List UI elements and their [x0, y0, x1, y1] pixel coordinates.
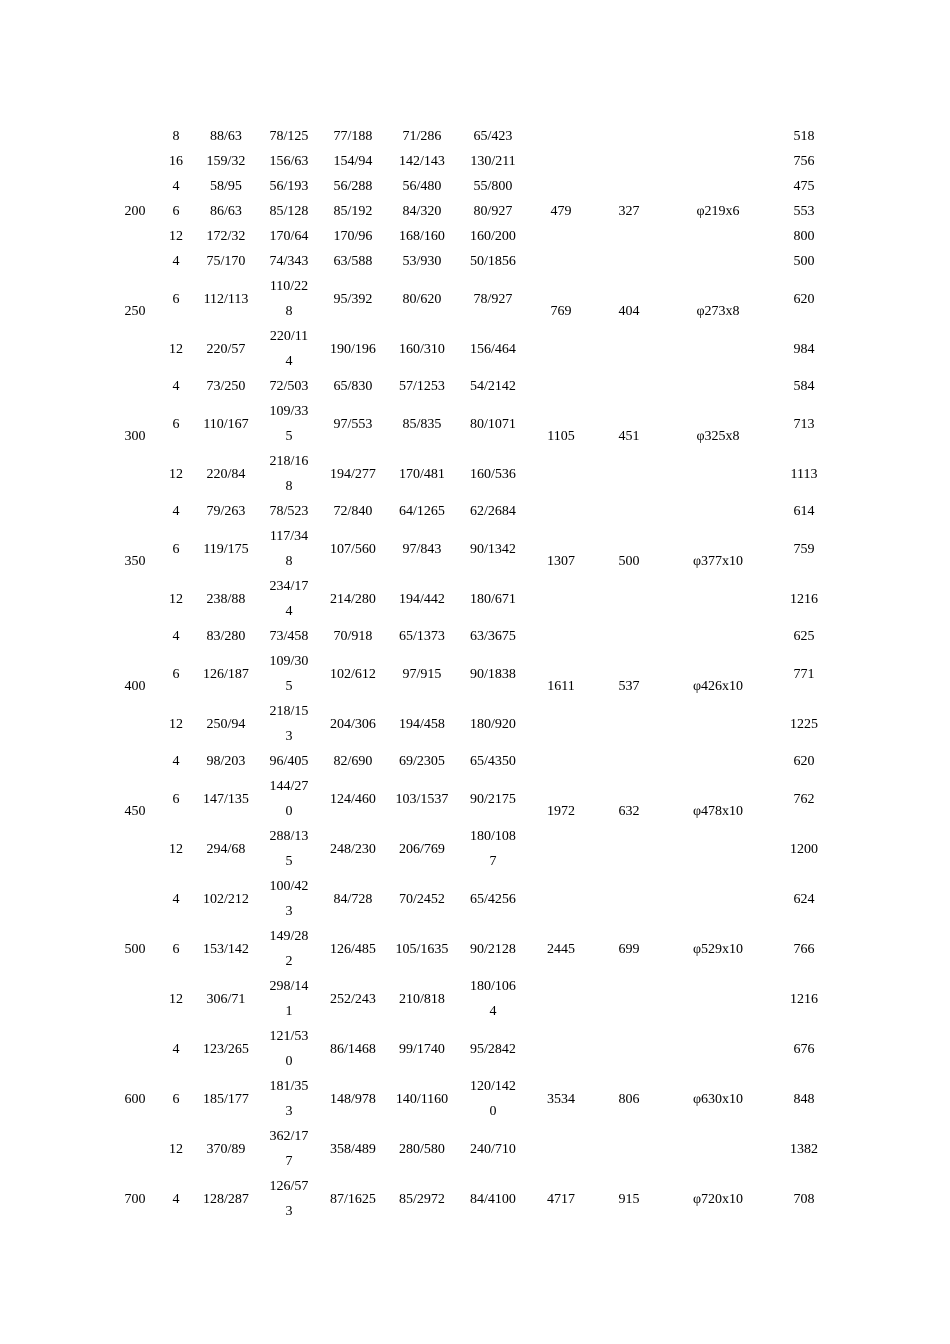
- dimension-cell: 806: [618, 1091, 640, 1107]
- weight-cell: 848: [793, 1091, 815, 1107]
- dimension-cell: 1972: [547, 804, 575, 819]
- rating-cell: 105/1635: [395, 941, 449, 957]
- rating-cell: 100/42 3: [269, 879, 309, 919]
- rating-cell: 110/22 8: [269, 279, 309, 319]
- heat-count-cell: 12: [169, 591, 183, 607]
- rating-cell: 97/843: [402, 541, 442, 557]
- heat-count-cell: 4: [172, 1041, 180, 1057]
- rating-cell: 65/4256: [470, 891, 516, 907]
- dimension-cell: 632: [618, 804, 640, 819]
- rating-cell: 56/480: [402, 179, 442, 194]
- weight-cell: 620: [793, 291, 815, 307]
- rating-cell: 50/1856: [470, 254, 516, 269]
- heat-count-cell: 6: [172, 1091, 180, 1107]
- dimension-cell: 327: [618, 204, 640, 219]
- weight-cell: 1382: [790, 1141, 818, 1157]
- weight-cell: 676: [793, 1041, 815, 1057]
- rating-cell: 180/108 7: [470, 829, 516, 869]
- dimension-cell: 1611: [547, 679, 575, 694]
- rating-cell: 79/263: [206, 504, 246, 519]
- rating-cell: 65/4350: [470, 754, 516, 769]
- weight-cell: 500: [793, 254, 815, 269]
- rating-cell: 168/160: [399, 229, 445, 244]
- dimension-cell: 3534: [547, 1091, 575, 1107]
- dimension-cell: 451: [618, 429, 640, 444]
- rating-cell: 95/392: [333, 291, 373, 307]
- heat-count-cell: 12: [169, 466, 183, 482]
- rating-cell: 63/588: [333, 254, 373, 269]
- rating-cell: 180/671: [470, 591, 516, 607]
- rating-cell: 126/485: [330, 941, 376, 957]
- heat-count-cell: 4: [172, 504, 180, 519]
- rating-cell: 65/423: [473, 129, 513, 144]
- rating-cell: 206/769: [399, 841, 445, 857]
- rating-cell: 58/95: [210, 179, 242, 194]
- dimension-cell: 699: [618, 941, 640, 957]
- nominal-diameter-cell: 700: [124, 1191, 146, 1207]
- nominal-diameter-cell: 250: [124, 304, 146, 319]
- weight-cell: 708: [793, 1191, 815, 1207]
- rating-cell: 90/1838: [470, 666, 516, 682]
- dimension-cell: 500: [618, 554, 640, 569]
- rating-cell: 57/1253: [399, 379, 445, 394]
- rating-cell: 210/818: [399, 991, 445, 1007]
- rating-cell: 160/310: [399, 341, 445, 357]
- rating-cell: 170/96: [333, 229, 373, 244]
- weight-cell: 800: [793, 229, 815, 244]
- rating-cell: 370/89: [206, 1141, 246, 1157]
- rating-cell: 160/200: [470, 229, 516, 244]
- rating-cell: 109/33 5: [269, 404, 309, 444]
- rating-cell: 85/835: [402, 416, 442, 432]
- rating-cell: 107/560: [330, 541, 376, 557]
- dimension-cell: 479: [550, 204, 572, 219]
- rating-cell: 218/15 3: [269, 704, 309, 744]
- weight-cell: 553: [793, 204, 815, 219]
- rating-cell: 220/11 4: [269, 329, 309, 369]
- nominal-diameter-cell: 350: [124, 554, 146, 569]
- rating-cell: 102/612: [330, 666, 376, 682]
- rating-cell: 128/287: [203, 1191, 249, 1207]
- heat-count-cell: 12: [169, 716, 183, 732]
- weight-cell: 620: [793, 754, 815, 769]
- pipe-spec-cell: φ720x10: [692, 1191, 744, 1207]
- rating-cell: 238/88: [206, 591, 246, 607]
- rating-cell: 85/128: [269, 204, 309, 219]
- pipe-spec-cell: φ529x10: [692, 941, 744, 957]
- rating-cell: 62/2684: [470, 504, 516, 519]
- rating-cell: 170/481: [399, 466, 445, 482]
- weight-cell: 1200: [790, 841, 818, 857]
- weight-cell: 756: [793, 154, 815, 169]
- dimension-cell: 2445: [547, 941, 575, 957]
- heat-count-cell: 12: [169, 991, 183, 1007]
- rating-cell: 148/978: [330, 1091, 376, 1107]
- rating-cell: 140/1160: [395, 1091, 449, 1107]
- rating-cell: 248/230: [330, 841, 376, 857]
- rating-cell: 218/16 8: [269, 454, 309, 494]
- rating-cell: 126/57 3: [269, 1179, 309, 1219]
- rating-cell: 190/196: [330, 341, 376, 357]
- rating-cell: 56/193: [269, 179, 309, 194]
- rating-cell: 99/1740: [399, 1041, 445, 1057]
- rating-cell: 78/523: [269, 504, 309, 519]
- heat-count-cell: 12: [169, 341, 183, 357]
- heat-count-cell: 8: [172, 129, 180, 144]
- heat-count-cell: 4: [172, 379, 180, 394]
- rating-cell: 97/915: [402, 666, 442, 682]
- dimension-cell: 915: [618, 1191, 640, 1207]
- rating-cell: 85/192: [333, 204, 373, 219]
- rating-cell: 78/125: [269, 129, 309, 144]
- rating-cell: 123/265: [203, 1041, 249, 1057]
- rating-cell: 71/286: [402, 129, 442, 144]
- rating-cell: 220/57: [206, 341, 246, 357]
- heat-count-cell: 6: [172, 791, 180, 807]
- rating-cell: 154/94: [333, 154, 373, 169]
- weight-cell: 762: [793, 791, 815, 807]
- weight-cell: 518: [793, 129, 815, 144]
- rating-cell: 159/32: [206, 154, 246, 169]
- rating-cell: 63/3675: [470, 629, 516, 644]
- rating-cell: 53/930: [402, 254, 442, 269]
- rating-cell: 56/288: [333, 179, 373, 194]
- rating-cell: 82/690: [333, 754, 373, 769]
- rating-cell: 87/1625: [330, 1191, 376, 1207]
- rating-cell: 358/489: [330, 1141, 376, 1157]
- nominal-diameter-cell: 450: [124, 804, 146, 819]
- rating-cell: 65/1373: [399, 629, 445, 644]
- dimension-cell: 537: [618, 679, 640, 694]
- weight-cell: 624: [793, 891, 815, 907]
- heat-count-cell: 6: [172, 416, 180, 432]
- rating-cell: 80/927: [473, 204, 513, 219]
- heat-count-cell: 6: [172, 541, 180, 557]
- rating-cell: 160/536: [470, 466, 516, 482]
- rating-cell: 78/927: [473, 291, 513, 307]
- rating-cell: 73/250: [206, 379, 246, 394]
- nominal-diameter-cell: 400: [124, 679, 146, 694]
- heat-count-cell: 12: [169, 229, 183, 244]
- rating-cell: 86/63: [210, 204, 242, 219]
- rating-cell: 194/442: [399, 591, 445, 607]
- rating-cell: 298/14 1: [269, 979, 309, 1019]
- heat-count-cell: 4: [172, 179, 180, 194]
- pipe-spec-cell: φ377x10: [692, 554, 744, 569]
- weight-cell: 1113: [790, 466, 818, 482]
- rating-cell: 130/211: [470, 154, 516, 169]
- rating-cell: 110/167: [203, 416, 249, 432]
- dimension-cell: 404: [618, 304, 640, 319]
- nominal-diameter-cell: 200: [124, 204, 146, 219]
- rating-cell: 144/27 0: [269, 779, 309, 819]
- rating-cell: 126/187: [203, 666, 249, 682]
- heat-count-cell: 12: [169, 841, 183, 857]
- rating-cell: 74/343: [269, 254, 309, 269]
- rating-cell: 153/142: [203, 941, 249, 957]
- rating-cell: 90/2128: [470, 941, 516, 957]
- rating-cell: 250/94: [206, 716, 246, 732]
- heat-count-cell: 4: [172, 254, 180, 269]
- rating-cell: 73/458: [269, 629, 309, 644]
- rating-cell: 180/106 4: [470, 979, 516, 1019]
- dimension-cell: 1105: [547, 429, 575, 444]
- rating-cell: 109/30 5: [269, 654, 309, 694]
- rating-cell: 80/1071: [470, 416, 516, 432]
- heat-count-cell: 6: [172, 291, 180, 307]
- weight-cell: 584: [793, 379, 815, 394]
- weight-cell: 614: [793, 504, 815, 519]
- rating-cell: 170/64: [269, 229, 309, 244]
- rating-cell: 95/2842: [470, 1041, 516, 1057]
- heat-count-cell: 6: [172, 204, 180, 219]
- pipe-spec-cell: φ219x6: [696, 204, 740, 219]
- rating-cell: 72/503: [269, 379, 309, 394]
- rating-cell: 149/28 2: [269, 929, 309, 969]
- weight-cell: 1216: [790, 591, 818, 607]
- rating-cell: 124/460: [330, 791, 376, 807]
- rating-cell: 70/918: [333, 629, 373, 644]
- rating-cell: 72/840: [333, 504, 373, 519]
- pipe-spec-cell: φ325x8: [696, 429, 740, 444]
- rating-cell: 156/63: [269, 154, 309, 169]
- rating-cell: 147/135: [203, 791, 249, 807]
- rating-cell: 240/710: [470, 1141, 516, 1157]
- weight-cell: 759: [793, 541, 815, 557]
- nominal-diameter-cell: 300: [124, 429, 146, 444]
- heat-count-cell: 6: [172, 666, 180, 682]
- rating-cell: 294/68: [206, 841, 246, 857]
- rating-cell: 84/320: [402, 204, 442, 219]
- rating-cell: 121/53 0: [269, 1029, 309, 1069]
- rating-cell: 172/32: [206, 229, 246, 244]
- rating-cell: 234/17 4: [269, 579, 309, 619]
- rating-cell: 120/142 0: [470, 1079, 516, 1119]
- rating-cell: 280/580: [399, 1141, 445, 1157]
- rating-cell: 142/143: [399, 154, 445, 169]
- rating-cell: 119/175: [203, 541, 249, 557]
- nominal-diameter-cell: 500: [124, 941, 146, 957]
- heat-count-cell: 4: [172, 629, 180, 644]
- rating-cell: 98/203: [206, 754, 246, 769]
- rating-cell: 86/1468: [330, 1041, 376, 1057]
- rating-cell: 84/4100: [470, 1191, 516, 1207]
- weight-cell: 766: [793, 941, 815, 957]
- rating-cell: 69/2305: [399, 754, 445, 769]
- rating-cell: 80/620: [402, 291, 442, 307]
- weight-cell: 984: [793, 341, 815, 357]
- pipe-spec-cell: φ478x10: [692, 804, 744, 819]
- rating-cell: 288/13 5: [269, 829, 309, 869]
- rating-cell: 204/306: [330, 716, 376, 732]
- heat-count-cell: 4: [172, 891, 180, 907]
- rating-cell: 77/188: [333, 129, 373, 144]
- rating-cell: 214/280: [330, 591, 376, 607]
- dimension-cell: 4717: [547, 1191, 575, 1207]
- heat-count-cell: 6: [172, 941, 180, 957]
- pipe-spec-cell: φ426x10: [692, 679, 744, 694]
- rating-cell: 96/405: [269, 754, 309, 769]
- rating-cell: 88/63: [210, 129, 242, 144]
- rating-cell: 90/2175: [470, 791, 516, 807]
- rating-cell: 103/1537: [395, 791, 449, 807]
- rating-cell: 362/17 7: [269, 1129, 309, 1169]
- heat-count-cell: 16: [169, 154, 183, 169]
- rating-cell: 156/464: [470, 341, 516, 357]
- rating-cell: 85/2972: [399, 1191, 445, 1207]
- weight-cell: 1225: [790, 716, 818, 732]
- rating-cell: 220/84: [206, 466, 246, 482]
- heat-count-cell: 4: [172, 754, 180, 769]
- weight-cell: 625: [793, 629, 815, 644]
- rating-cell: 65/830: [333, 379, 373, 394]
- rating-cell: 64/1265: [399, 504, 445, 519]
- rating-cell: 306/71: [206, 991, 246, 1007]
- dimension-cell: 1307: [547, 554, 575, 569]
- rating-cell: 180/920: [470, 716, 516, 732]
- rating-cell: 97/553: [333, 416, 373, 432]
- rating-cell: 102/212: [203, 891, 249, 907]
- rating-cell: 54/2142: [470, 379, 516, 394]
- rating-cell: 84/728: [333, 891, 373, 907]
- rating-cell: 194/458: [399, 716, 445, 732]
- rating-cell: 70/2452: [399, 891, 445, 907]
- weight-cell: 713: [793, 416, 815, 432]
- rating-cell: 252/243: [330, 991, 376, 1007]
- rating-cell: 194/277: [330, 466, 376, 482]
- weight-cell: 771: [793, 666, 815, 682]
- rating-cell: 185/177: [203, 1091, 249, 1107]
- heat-count-cell: 12: [169, 1141, 183, 1157]
- rating-cell: 90/1342: [470, 541, 516, 557]
- rating-cell: 117/34 8: [269, 529, 309, 569]
- pipe-spec-cell: φ630x10: [692, 1091, 744, 1107]
- weight-cell: 1216: [790, 991, 818, 1007]
- rating-cell: 181/35 3: [269, 1079, 309, 1119]
- rating-cell: 55/800: [473, 179, 513, 194]
- weight-cell: 475: [793, 179, 815, 194]
- heat-count-cell: 4: [172, 1191, 180, 1207]
- rating-cell: 112/113: [203, 291, 249, 307]
- pipe-spec-cell: φ273x8: [696, 304, 740, 319]
- rating-cell: 83/280: [206, 629, 246, 644]
- dimension-cell: 769: [550, 304, 572, 319]
- rating-cell: 75/170: [206, 254, 246, 269]
- nominal-diameter-cell: 600: [124, 1091, 146, 1107]
